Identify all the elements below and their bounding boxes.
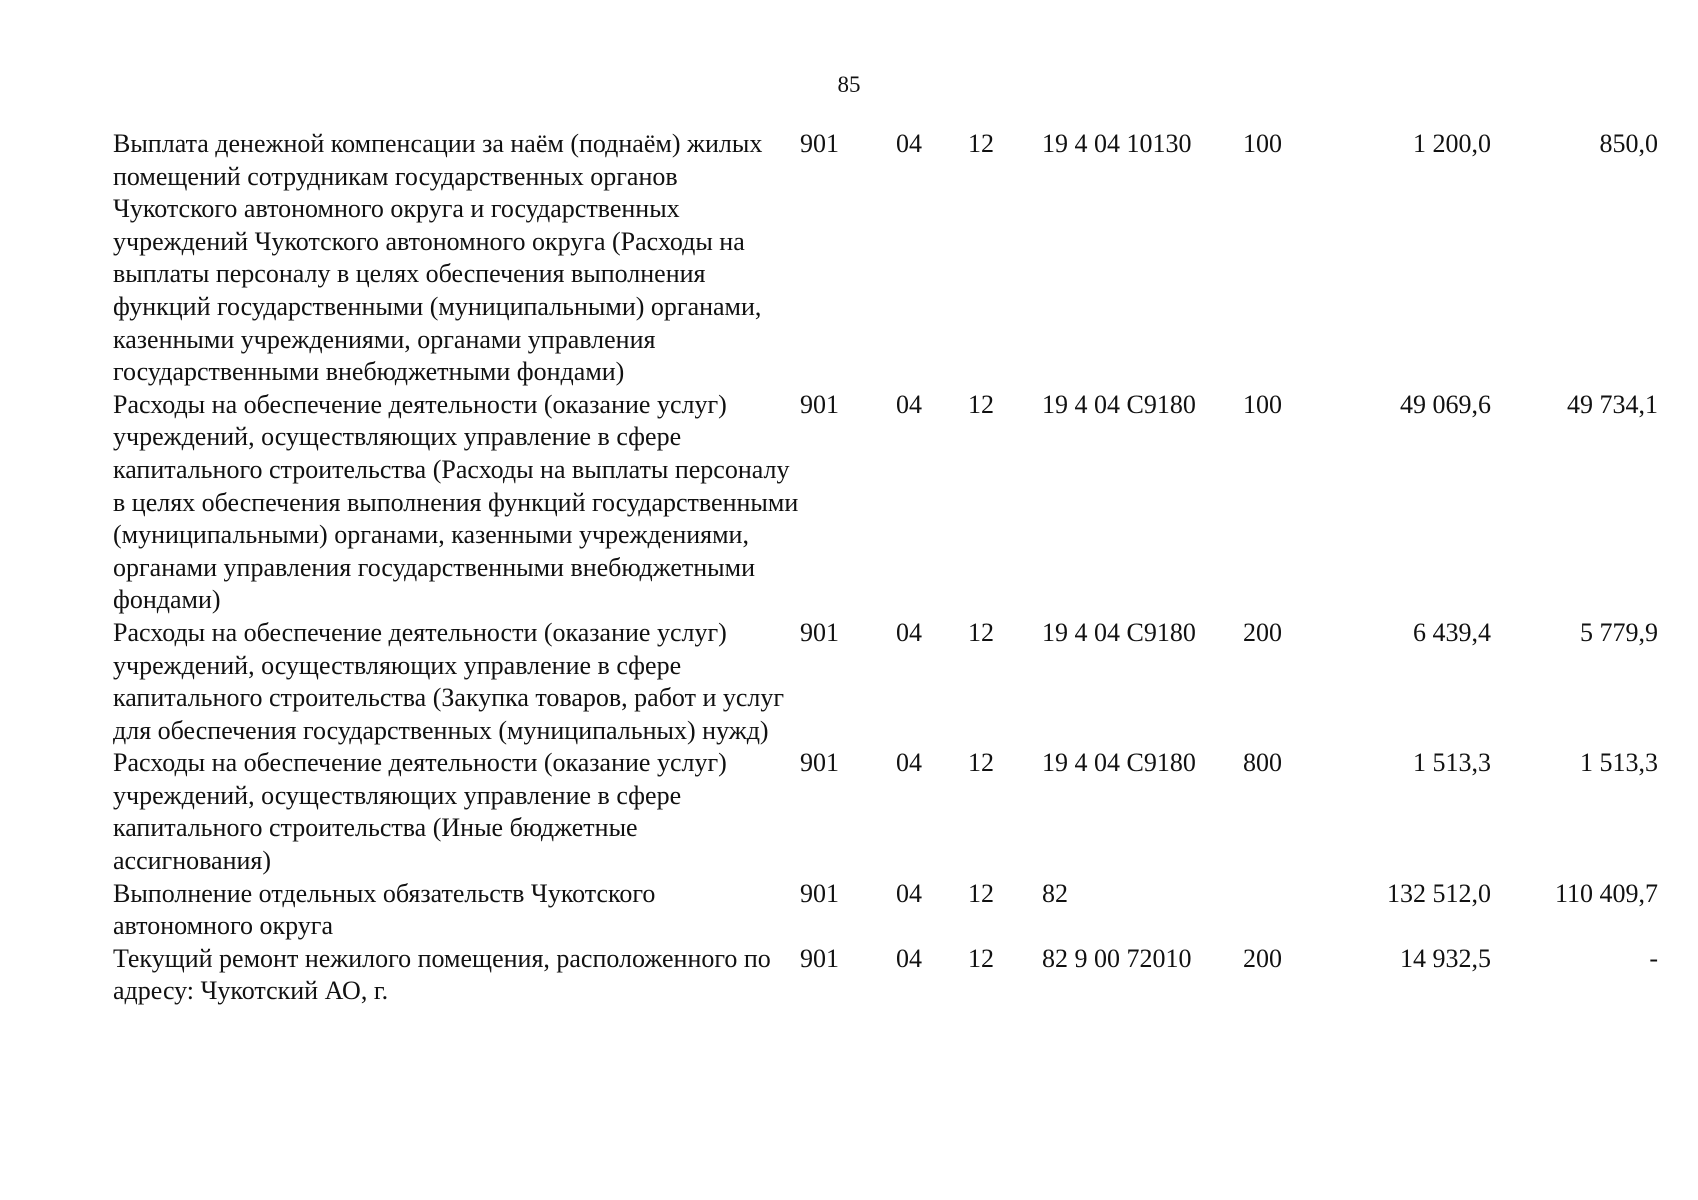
row-amount-2: 110 409,7 (1554, 878, 1658, 908)
table-row (113, 389, 1658, 617)
row-expense-type (1243, 878, 1343, 943)
row-subsection-code: 12 (968, 389, 994, 419)
row-grbs-code: 901 (800, 943, 839, 973)
row-target-article: 19 4 04 10130 (1042, 129, 1192, 158)
row-section-code: 04 (896, 389, 922, 419)
row-section-code: 04 (896, 617, 922, 647)
table-row (113, 943, 1658, 1008)
row-grbs-code: 901 (800, 129, 839, 158)
row-subsection-code: 12 (968, 748, 994, 778)
row-section-code: 04 (896, 748, 922, 778)
row-amount-1: 1 200,0 (1413, 129, 1491, 158)
row-subsection-code: 12 (968, 878, 994, 908)
row-target-article: 82 (1042, 878, 1068, 908)
row-amount-1: 132 512,0 (1387, 878, 1491, 908)
table-row (113, 617, 1658, 747)
row-section-code: 04 (896, 878, 922, 908)
row-amount-1: 1 513,3 (1413, 748, 1491, 778)
table-row (113, 747, 1658, 877)
row-amount-2: 850,0 (1599, 129, 1658, 158)
row-grbs-code: 901 (800, 389, 839, 419)
row-subsection-code: 12 (968, 943, 994, 973)
row-section-code: 04 (896, 943, 922, 973)
row-amount-1: 14 932,5 (1400, 943, 1491, 973)
table-row (113, 878, 1658, 943)
row-subsection-code: 12 (968, 129, 994, 158)
row-amount-2: 1 513,3 (1580, 748, 1658, 778)
row-name: Выплата денежной компенсации за наём (поднаём) жилых помещений сотрудникам государственных органов Чукотского автономного округа и государственных учреждений Чукотского автономного округа (Расходы на выплаты персоналу в целях обеспечения выполнения функций государственными (муниципальными) органами, казенными учреждениями, органами управления государственными внебюджетными фондами) (113, 129, 763, 387)
row-amount-2: 5 779,9 (1580, 617, 1658, 647)
row-name: Расходы на обеспечение деятельности (оказание услуг) учреждений, осуществляющих управление в сфере капитального строительства (Закупка товаров, работ и услуг для обеспечения государственных (муниципальных) нужд) (113, 617, 785, 745)
row-grbs-code: 901 (800, 878, 839, 908)
row-name: Расходы на обеспечение деятельности (оказание услуг) учреждений, осуществляющих управление в сфере капитального строительства (Иные бюджетные ассигнования) (113, 748, 727, 876)
page-number: 85 (837, 72, 861, 97)
row-name: Текущий ремонт нежилого помещения, расположенного по адресу: Чукотский АО, г. (113, 943, 771, 1006)
row-subsection-code: 12 (968, 617, 994, 647)
row-name: Расходы на обеспечение деятельности (оказание услуг) учреждений, осуществляющих управление в сфере капитального строительства (Расходы на выплаты персоналу в целях обеспечения выполнения функций государственными (муниципальными) органами, казенными учреждениями, органами управления государственными внебюджетными фондами) (113, 389, 799, 615)
row-expense-type: 200 (1243, 943, 1282, 973)
row-amount-2: 49 734,1 (1567, 389, 1658, 419)
row-target-article: 82 9 00 72010 (1042, 943, 1192, 973)
row-grbs-code: 901 (800, 617, 839, 647)
row-amount-1: 6 439,4 (1413, 617, 1491, 647)
budget-table (113, 128, 1658, 1008)
row-amount-1: 49 069,6 (1400, 389, 1491, 419)
row-expense-type: 200 (1243, 617, 1282, 647)
table-row (113, 128, 1658, 389)
row-section-code: 04 (896, 129, 922, 158)
row-target-article: 19 4 04 С9180 (1042, 617, 1196, 647)
row-expense-type: 100 (1243, 129, 1282, 158)
row-target-article: 19 4 04 С9180 (1042, 748, 1196, 778)
row-expense-type: 800 (1243, 748, 1282, 778)
row-expense-type: 100 (1243, 389, 1282, 419)
row-name: Выполнение отдельных обязательств Чукотского автономного округа (113, 878, 656, 941)
row-target-article: 19 4 04 С9180 (1042, 389, 1196, 419)
row-grbs-code: 901 (800, 748, 839, 778)
row-amount-2: - (1649, 943, 1658, 973)
